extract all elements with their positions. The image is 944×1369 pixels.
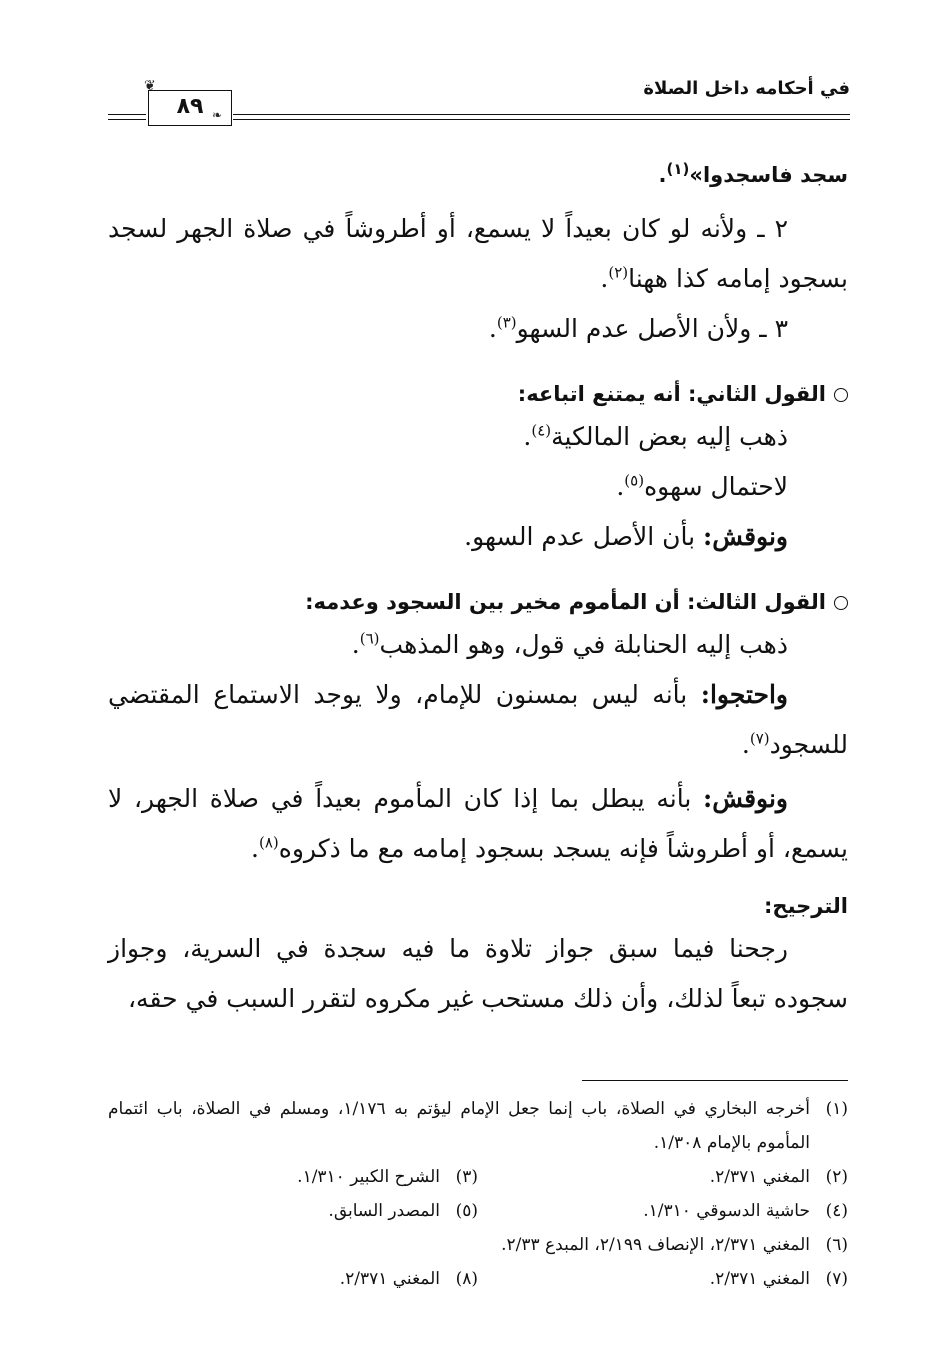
paragraph <box>108 204 848 304</box>
text: . <box>351 630 360 659</box>
footnote-text: المغني ٢/٣٧١. <box>339 1269 440 1289</box>
section-heading <box>108 376 848 412</box>
footnote-ref: (٦) <box>359 629 380 648</box>
footnote-ref: (٥) <box>624 471 645 490</box>
paragraph <box>108 150 848 200</box>
footnote <box>478 1262 848 1296</box>
text: . <box>658 163 667 187</box>
footnote-ref: (٤) <box>531 421 552 440</box>
label: ونوقش: <box>703 784 788 813</box>
footnote-number: (٦) <box>825 1235 848 1255</box>
footnote-ref: (٨) <box>258 833 279 852</box>
footnote <box>108 1160 478 1194</box>
footnotes <box>108 1092 848 1296</box>
footnote <box>478 1160 848 1194</box>
footnote <box>108 1228 848 1262</box>
section-heading <box>108 888 848 924</box>
paragraph <box>108 462 848 512</box>
text: . <box>523 422 532 451</box>
paragraph <box>108 670 848 770</box>
footnote-ref: (٧) <box>749 729 770 748</box>
footnote-number: (٧) <box>825 1269 848 1289</box>
text: بأنه ليس بمسنون للإمام، ولا يوجد الاستماع المقتضي للسجود <box>108 680 848 759</box>
footnote <box>108 1194 478 1228</box>
main-text <box>108 150 848 1024</box>
ornament-icon: ❦ <box>144 78 156 94</box>
footnote-text: الشرح الكبير ١/٣١٠. <box>297 1167 440 1187</box>
footnote-text: حاشية الدسوقي ١/٣١٠. <box>643 1201 810 1221</box>
text: . <box>600 264 609 293</box>
text: . <box>488 314 497 343</box>
label: ونوقش: <box>703 522 788 551</box>
footnote-number: (٢) <box>825 1167 848 1187</box>
paragraph <box>108 774 848 874</box>
circle-bullet-icon <box>834 596 848 610</box>
page-number: ٨٩ <box>176 94 204 119</box>
footnote-row <box>108 1262 848 1296</box>
section-heading <box>108 584 848 620</box>
paragraph <box>108 412 848 462</box>
footnote-number: (٣) <box>455 1167 478 1187</box>
text: رجحنا فيما سبق جواز تلاوة ما فيه سجدة في السرية، وجواز سجوده تبعاً لذلك، وأن ذلك مستحب غير مكروه لتقرر السبب في حقه، <box>108 934 848 1013</box>
footnote <box>478 1194 848 1228</box>
label: واحتجوا: <box>700 680 788 709</box>
footnote-text: المغني ٢/٣٧١. <box>709 1269 810 1289</box>
footnote-number: (١) <box>825 1099 848 1119</box>
footnote-ref: (٢) <box>608 263 629 282</box>
footnote <box>108 1092 848 1160</box>
text: . <box>251 834 259 863</box>
text: . <box>741 730 750 759</box>
footnote-rule <box>582 1080 848 1081</box>
text: سجد فاسجدوا» <box>689 163 848 187</box>
text: بأنه يبطل بما إذا كان المأموم بعيداً في صلاة الجهر، لا يسمع، أو أطروشاً فإنه يسجد بسجود إمامه مع ما ذكروه <box>108 784 848 863</box>
text: ٣ ـ ولأن الأصل عدم السهو <box>516 314 788 343</box>
footnote-text: المغني ٢/٣٧١. <box>709 1167 810 1187</box>
ornament-icon: ❧ <box>212 108 223 122</box>
paragraph <box>108 620 848 670</box>
heading-text: القول الثالث: أن المأموم مخير بين السجود وعدمه: <box>305 590 826 614</box>
header-rule-left <box>108 114 146 115</box>
footnote-ref: (١) <box>666 160 690 178</box>
footnote-row <box>108 1194 848 1228</box>
footnote <box>108 1262 478 1296</box>
footnote-number: (٤) <box>825 1201 848 1221</box>
text: . <box>616 472 625 501</box>
footnote-text: المغني ٢/٣٧١، الإنصاف ٢/١٩٩، المبدع ٢/٣٣. <box>501 1235 810 1255</box>
footnote-number: (٨) <box>455 1269 478 1289</box>
footnote-number: (٥) <box>455 1201 478 1221</box>
text: ذهب إليه بعض المالكية <box>551 422 788 451</box>
footnote-text: أخرجه البخاري في الصلاة، باب إنما جعل الإمام ليؤتم به ١/١٧٦، ومسلم في الصلاة، باب ائتمام المأموم بالإمام ١/٣٠٨. <box>108 1099 810 1153</box>
header-rule-left-thin <box>108 119 146 120</box>
footnote-row <box>108 1160 848 1194</box>
text: لاحتمال سهوه <box>644 472 788 501</box>
paragraph <box>108 304 848 354</box>
text: ٢ ـ ولأنه لو كان بعيداً لا يسمع، أو أطروشاً في صلاة الجهر لسجد بسجود إمامه كذا ههنا <box>108 214 848 293</box>
circle-bullet-icon <box>834 388 848 402</box>
footnote-ref: (٣) <box>496 313 517 332</box>
text: بأن الأصل عدم السهو. <box>464 522 703 551</box>
heading-text: الترجيح: <box>764 894 848 918</box>
running-title: في أحكامه داخل الصلاة <box>643 78 850 99</box>
text: ذهب إليه الحنابلة في قول، وهو المذهب <box>379 630 788 659</box>
paragraph <box>108 924 848 1024</box>
page-header <box>108 70 850 130</box>
footnote-text: المصدر السابق. <box>328 1201 440 1221</box>
heading-text: القول الثاني: أنه يمتنع اتباعه: <box>517 382 826 406</box>
header-rule <box>233 114 850 115</box>
header-rule-thin <box>233 119 850 120</box>
paragraph <box>108 512 848 562</box>
